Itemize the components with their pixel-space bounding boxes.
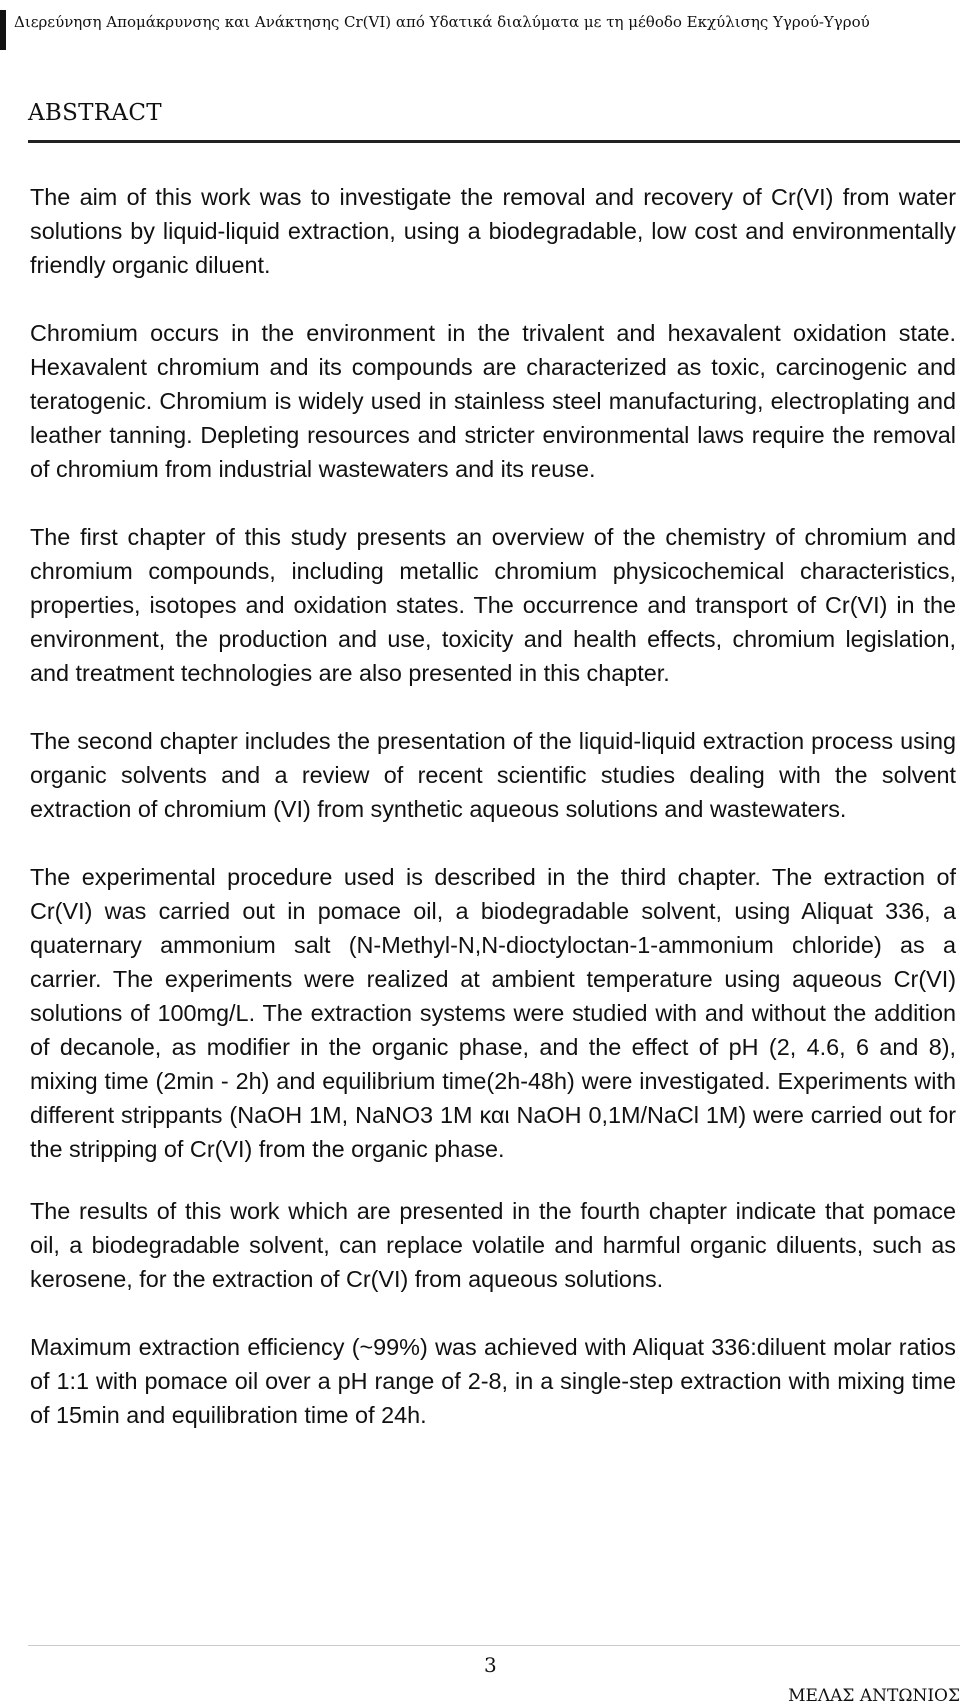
- author-name: ΜΕΛΑΣ ΑΝΤΩΝΙΟΣ: [788, 1686, 960, 1706]
- header-accent-bar: [0, 10, 6, 50]
- paragraph-aim: The aim of this work was to investigate the removal and recovery of Cr(VI) from water solutions by liquid-liquid extraction, using a biodegradable, low cost and environmentally friendly organic diluent.: [30, 184, 956, 278]
- page-number: 3: [484, 1653, 497, 1677]
- paragraph-fourth-chapter: The results of this work which are presented in the fourth chapter indicate that pomace oil, a biodegradable solvent, can replace volatile and harmful organic diluents, such as kerosene, for the extraction of Cr(VI) from aqueous solutions.: [30, 1198, 956, 1292]
- paragraph-first-chapter: The first chapter of this study presents an overview of the chemistry of chromium and chromium compounds, including metallic chromium physicochemical characteristics, properties, isotopes and oxidation states. The occurrence and transport of Cr(VI) in the environment, the production and use, toxicity and health effects, chromium legislation, and treatment technologies are also presented in this chapter.: [30, 524, 956, 686]
- section-heading: ABSTRACT: [28, 100, 162, 126]
- paragraph-third-chapter: The experimental procedure used is described in the third chapter. The extraction of Cr(VI) was carried out in pomace oil, a biodegradable solvent, using Aliquat 336, a quaternary ammonium salt (N-Methyl-N,N-dioctyloctan-1-ammonium chloride) as a carrier. The experiments were realized at ambient temperature using aqueous Cr(VI) solutions of 100mg/L. The extraction systems were studied with and without the addition of decanole, as modifier in the organic phase, and the effect of pH (2, 4.6, 6 and 8), mixing time (2min - 2h) and equilibrium time(2h-48h) were investigated. Experiments with different strippants (NaOH 1M, NaNO3 1M και NaOH 0,1M/NaCl 1M) were carried out for the stripping of Cr(VI) from the organic phase.: [30, 864, 956, 1162]
- paragraph-chromium-overview: Chromium occurs in the environment in the trivalent and hexavalent oxidation state. Hexavalent chromium and its compounds are characterized as toxic, carcinogenic and teratogenic. Chromium is widely used in stainless steel manufacturing, electroplating and leather tanning. Depleting resources and stricter environmental laws require the removal of chromium from industrial wastewaters and its reuse.: [30, 320, 956, 482]
- abstract-body: [30, 180, 956, 1432]
- footer-divider: [28, 1645, 960, 1646]
- running-header: [0, 8, 960, 52]
- paragraph-max-efficiency: Maximum extraction efficiency (~99%) was achieved with Aliquat 336:diluent molar ratios of 1:1 with pomace oil over a pH range of 2-8, in a single-step extraction with mixing time of 15min and equilibration time of 24h.: [30, 1334, 956, 1428]
- running-title: Διερεύνηση Απομάκρυνσης και Ανάκτησης Cr(VI) από Υδατικά διαλύματα με τη μέθοδο Εκχύλισης Υγρού-Υγρού: [14, 13, 870, 31]
- heading-divider: [28, 140, 960, 143]
- paragraph-second-chapter: The second chapter includes the presentation of the liquid-liquid extraction process using organic solvents and a review of recent scientific studies dealing with the solvent extraction of chromium (VI) from synthetic aqueous solutions and wastewaters.: [30, 728, 956, 822]
